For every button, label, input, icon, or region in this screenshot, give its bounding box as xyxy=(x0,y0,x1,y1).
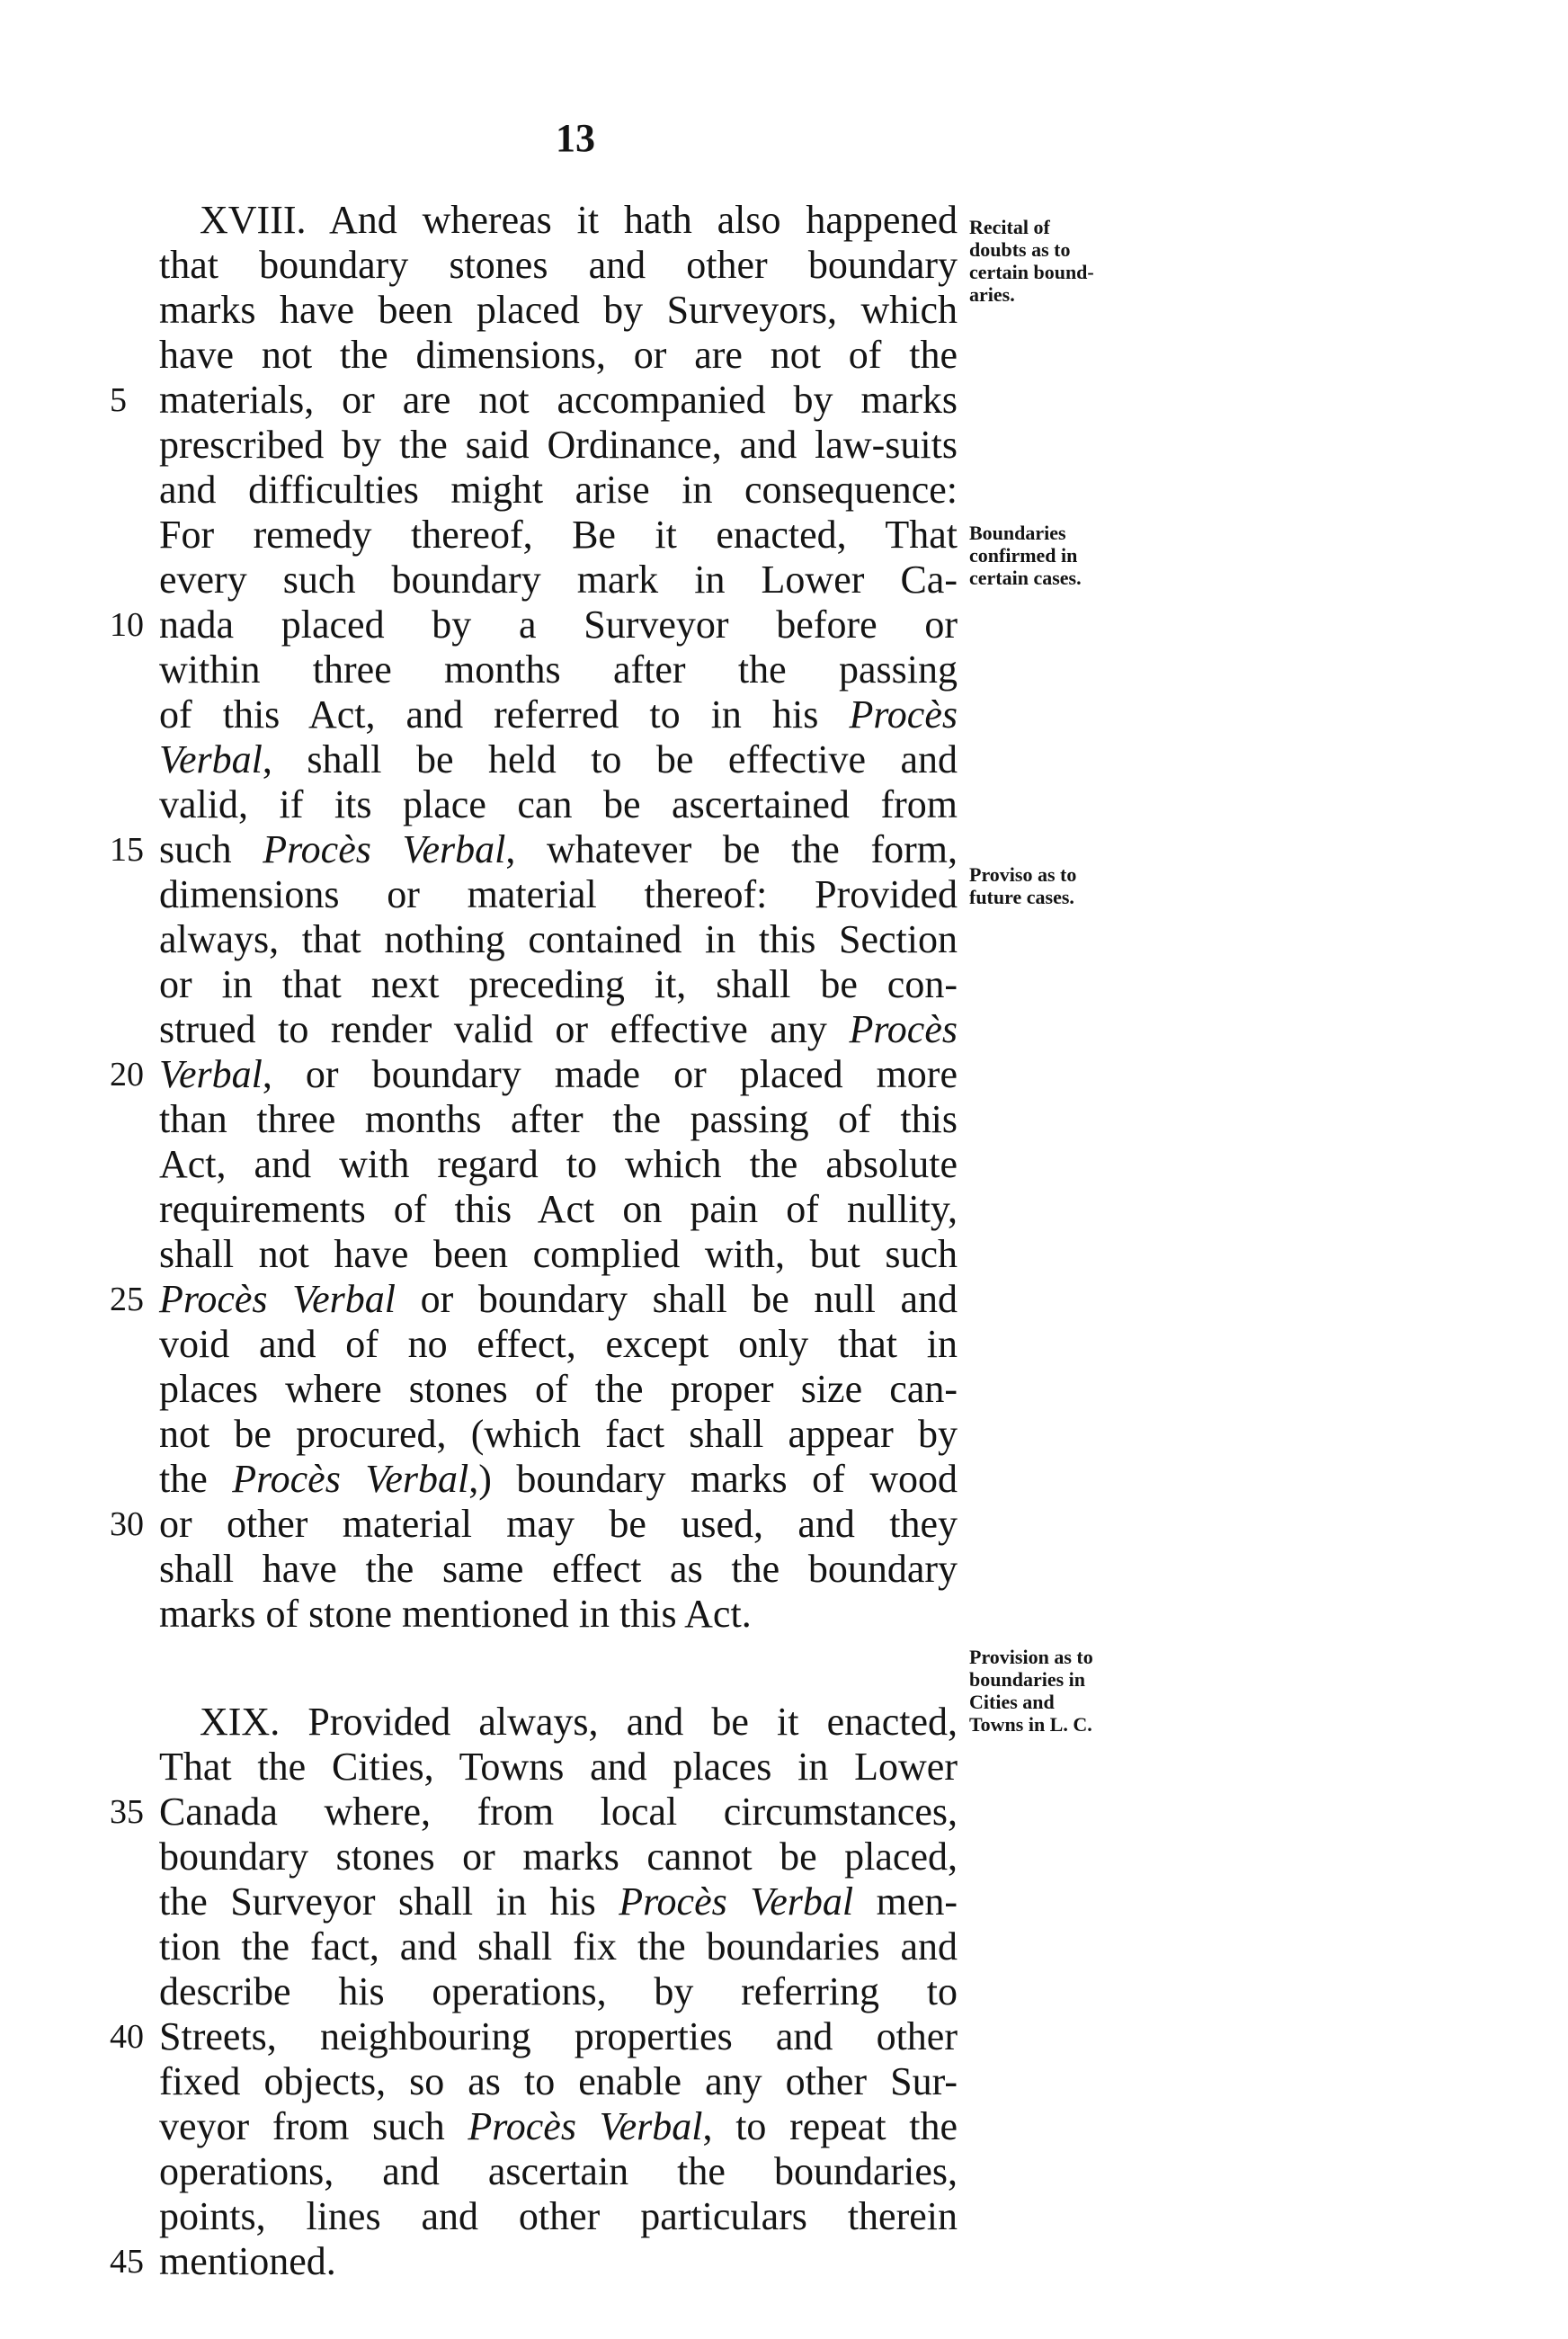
margin-note xyxy=(969,1646,1185,1736)
line-number: 35 xyxy=(110,1793,144,1831)
margin-note-line: confirmed in xyxy=(969,544,1078,567)
text-line: that boundary stones and other boundary xyxy=(159,243,958,287)
text-line: strued to render valid or effective any Procès xyxy=(159,1007,958,1051)
text-line: That the Cities, Towns and places in Lower xyxy=(159,1745,958,1789)
margin-note xyxy=(969,216,1185,306)
line-number: 45 xyxy=(110,2243,144,2281)
margin-note-line: Cities and xyxy=(969,1691,1055,1713)
text-line: the Procès Verbal,) boundary marks of wood xyxy=(159,1457,958,1501)
text-line: the Surveyor shall in his Procès Verbal men- xyxy=(159,1879,958,1924)
text-line: places where stones of the proper size can- xyxy=(159,1367,958,1411)
text-line: shall not have been complied with, but such xyxy=(159,1232,958,1276)
text-line: requirements of this Act on pain of nullity, xyxy=(159,1187,958,1231)
text-line: Act, and with regard to which the absolute xyxy=(159,1142,958,1186)
text-line: of this Act, and referred to in his Procès xyxy=(159,692,958,737)
text-line: Verbal, shall be held to be effective and xyxy=(159,737,958,781)
text-line: always, that nothing contained in this Section xyxy=(159,917,958,961)
margin-note-line: doubts as to xyxy=(969,238,1071,261)
text-line: shall have the same effect as the boundary xyxy=(159,1547,958,1591)
text-line: mentioned. xyxy=(159,2239,336,2283)
text-line: marks of stone mentioned in this Act. xyxy=(159,1592,752,1636)
text-line: such Procès Verbal, whatever be the form, xyxy=(159,827,958,871)
margin-note-line: Provision as to xyxy=(969,1646,1093,1668)
text-line: operations, and ascertain the boundaries, xyxy=(159,2149,958,2193)
margin-note-line: certain cases. xyxy=(969,567,1082,589)
line-number: 25 xyxy=(110,1281,144,1318)
text-line: every such boundary mark in Lower Ca- xyxy=(159,558,958,602)
text-line: Verbal, or boundary made or placed more xyxy=(159,1052,958,1096)
margin-note xyxy=(969,522,1185,589)
text-line: dimensions or material thereof: Provided xyxy=(159,872,958,916)
text-line: not be procured, (which fact shall appear by xyxy=(159,1412,958,1456)
text-line: and difficulties might arise in consequence: xyxy=(159,468,958,512)
text-line: XVIII. And whereas it hath also happened xyxy=(200,198,958,242)
text-line: within three months after the passing xyxy=(159,647,958,692)
line-number: 15 xyxy=(110,831,144,869)
text-line: fixed objects, so as to enable any other Sur- xyxy=(159,2059,958,2103)
text-line: Streets, neighbouring properties and other xyxy=(159,2014,958,2058)
margin-note-line: aries. xyxy=(969,283,1015,306)
line-number: 20 xyxy=(110,1056,144,1094)
text-line: than three months after the passing of this xyxy=(159,1097,958,1141)
text-line: materials, or are not accompanied by marks xyxy=(159,378,958,422)
page-number: 13 xyxy=(556,116,595,160)
text-line: marks have been placed by Surveyors, which xyxy=(159,288,958,332)
text-line: or other material may be used, and they xyxy=(159,1502,958,1546)
text-line: have not the dimensions, or are not of the xyxy=(159,333,958,377)
margin-note-line: Recital of xyxy=(969,216,1050,238)
margin-note-line: Boundaries xyxy=(969,522,1066,544)
margin-note-line: Proviso as to xyxy=(969,863,1077,886)
text-line: void and of no effect, except only that in xyxy=(159,1322,958,1366)
text-line: veyor from such Procès Verbal, to repeat the xyxy=(159,2104,958,2148)
line-number: 10 xyxy=(110,606,144,644)
line-number: 40 xyxy=(110,2018,144,2056)
text-line: XIX. Provided always, and be it enacted, xyxy=(200,1700,958,1744)
text-line: points, lines and other particulars therein xyxy=(159,2194,958,2238)
text-line: valid, if its place can be ascertained from xyxy=(159,782,958,826)
text-line: describe his operations, by referring to xyxy=(159,1969,958,2013)
text-line: or in that next preceding it, shall be con- xyxy=(159,962,958,1006)
line-number: 5 xyxy=(110,381,127,419)
text-line: Procès Verbal or boundary shall be null and xyxy=(159,1277,958,1321)
margin-note-line: future cases. xyxy=(969,886,1074,908)
text-line: boundary stones or marks cannot be placed, xyxy=(159,1835,958,1879)
text-line: Canada where, from local circumstances, xyxy=(159,1790,958,1834)
text-line: For remedy thereof, Be it enacted, That xyxy=(159,513,958,557)
margin-note-line: Towns in L. C. xyxy=(969,1713,1092,1736)
line-number: 30 xyxy=(110,1505,144,1543)
margin-note xyxy=(969,863,1185,908)
margin-note-line: boundaries in xyxy=(969,1668,1085,1691)
text-line: nada placed by a Surveyor before or xyxy=(159,603,958,647)
margin-note-line: certain bound- xyxy=(969,261,1094,283)
text-line: prescribed by the said Ordinance, and law-suits xyxy=(159,423,958,467)
text-line: tion the fact, and shall fix the boundaries and xyxy=(159,1924,958,1969)
